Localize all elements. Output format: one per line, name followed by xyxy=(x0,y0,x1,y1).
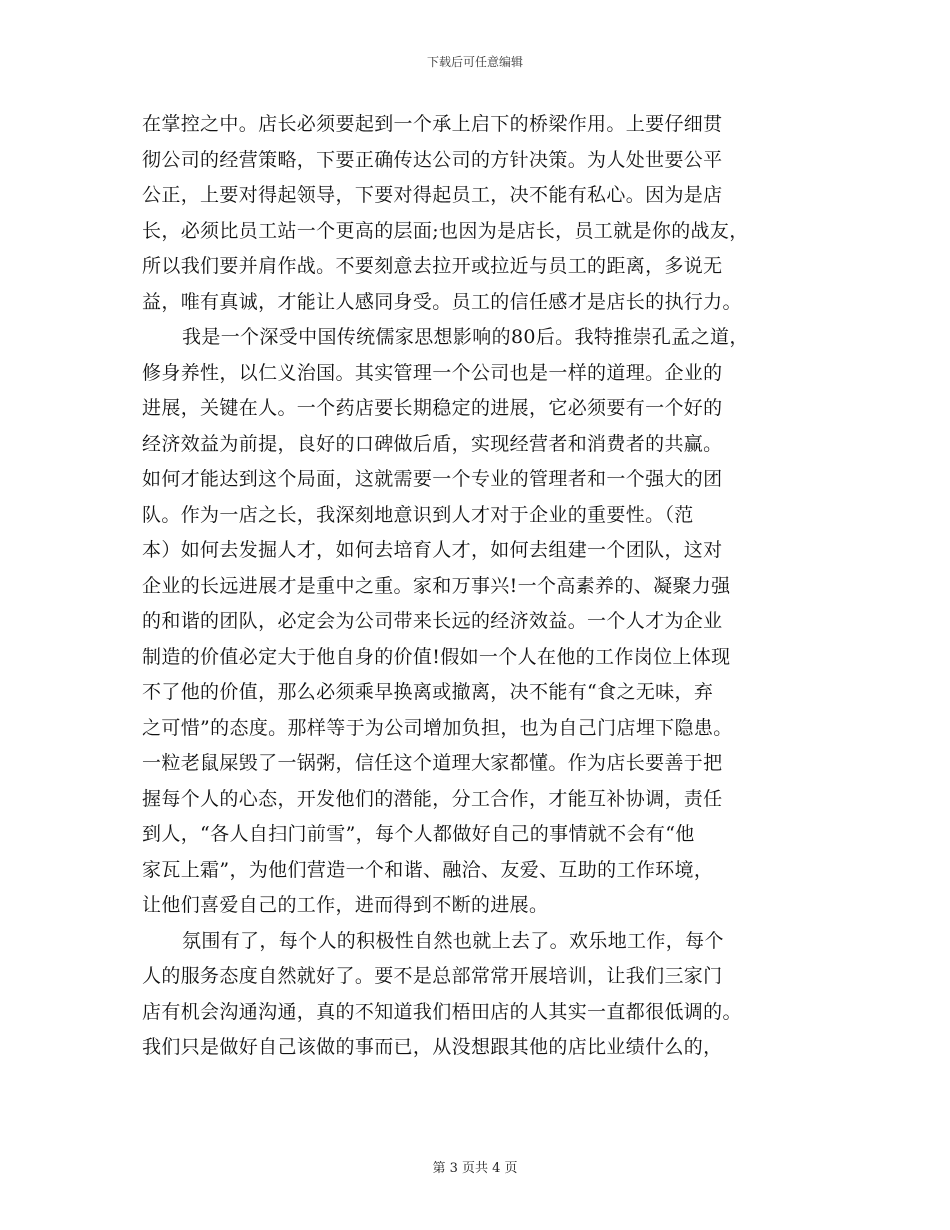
text-line: 让他们喜爱自己的工作，进而得到不断的进展。 xyxy=(142,894,549,916)
text-line: 彻公司的经营策略，下要正确传达公司的方针决策。为人处世要公平 xyxy=(142,148,723,171)
text-line: 制造的价值必定大于他自身的价值!假如一个人在他的工作岗位上体现 xyxy=(142,645,731,668)
text-line: 经济效益为前提，良好的口碑做后盾，实现经营者和消费者的共赢。 xyxy=(142,432,723,455)
text-line: 本）如何去发掘人才，如何去培育人才，如何去组建一个团队，这对 xyxy=(142,539,723,561)
text-line: 企业的长远进展才是重中之重。家和万事兴!一个高素养的、凝聚力强 xyxy=(142,574,731,597)
text-line: 之可惜”的态度。那样等于为公司增加负担，也为自己门店埋下隐患。 xyxy=(142,716,733,739)
text-line: 家瓦上霜”，为他们营造一个和谐、融洽、友爱、互助的工作环境， xyxy=(142,858,714,881)
page-footer: 第 3 页共 4 页 xyxy=(432,1161,518,1176)
document-body xyxy=(142,107,802,1066)
text-line: 所以我们要并肩作战。不要刻意去拉开或拉近与员工的距离，多说无 xyxy=(142,255,723,277)
page-header: 下载后可任意编辑 xyxy=(426,55,523,69)
text-line: 我们只是做好自己该做的事而已，从没想跟其他的店比业绩什么的， xyxy=(142,1036,723,1058)
text-line: 如何才能达到这个局面，这就需要一个专业的管理者和一个强大的团 xyxy=(142,468,723,490)
text-line: 益，唯有真诚，才能让人感同身受。员工的信任感才是店长的执行力。 xyxy=(142,290,742,313)
text-line: 人的服务态度自然就好了。要不是总部常常开展培训，让我们三家门 xyxy=(142,965,723,987)
text-line: 不了他的价值，那么必须乘早换离或撤离，决不能有“食之无味，弃 xyxy=(142,681,714,703)
text-line: 到人，“各人自扫门前雪”，每个人都做好自己的事情就不会有“他 xyxy=(142,823,695,845)
text-line: 在掌控之中。店长必须要起到一个承上启下的桥梁作用。上要仔细贯 xyxy=(142,113,723,135)
text-line: 握每个人的心态，开发他们的潜能，分工合作，才能互补协调，责任 xyxy=(142,787,723,810)
text-line: 修身养性，以仁义治国。其实管理一个公司也是一样的道理。企业的 xyxy=(142,361,723,384)
text-line: 一粒老鼠屎毁了一锅粥，信任这个道理大家都懂。作为店长要善于把 xyxy=(142,752,723,774)
paragraph-start-line: 氛围有了，每个人的积极性自然也就上去了。欢乐地工作，每个 xyxy=(182,929,724,952)
text-line: 的和谐的团队，必定会为公司带来长远的经济效益。一个人才为企业 xyxy=(142,610,723,632)
text-line: 店有机会沟通沟通，真的不知道我们梧田店的人其实一直都很低调的。 xyxy=(142,1000,742,1023)
paragraph-start-line: 我是一个深受中国传统儒家思想影响的80后。我特推崇孔孟之道， xyxy=(182,326,749,348)
text-line: 进展，关键在人。一个药店要长期稳定的进展，它必须要有一个好的 xyxy=(142,397,723,419)
text-line: 长，必须比员工站一个更高的层面;也因为是店长，员工就是你的战友， xyxy=(142,219,749,242)
text-line: 队。作为一店之长，我深刻地意识到人才对于企业的重要性。（范 xyxy=(142,503,694,526)
text-line: 公正，上要对得起领导，下要对得起员工，决不能有私心。因为是店 xyxy=(142,184,723,206)
